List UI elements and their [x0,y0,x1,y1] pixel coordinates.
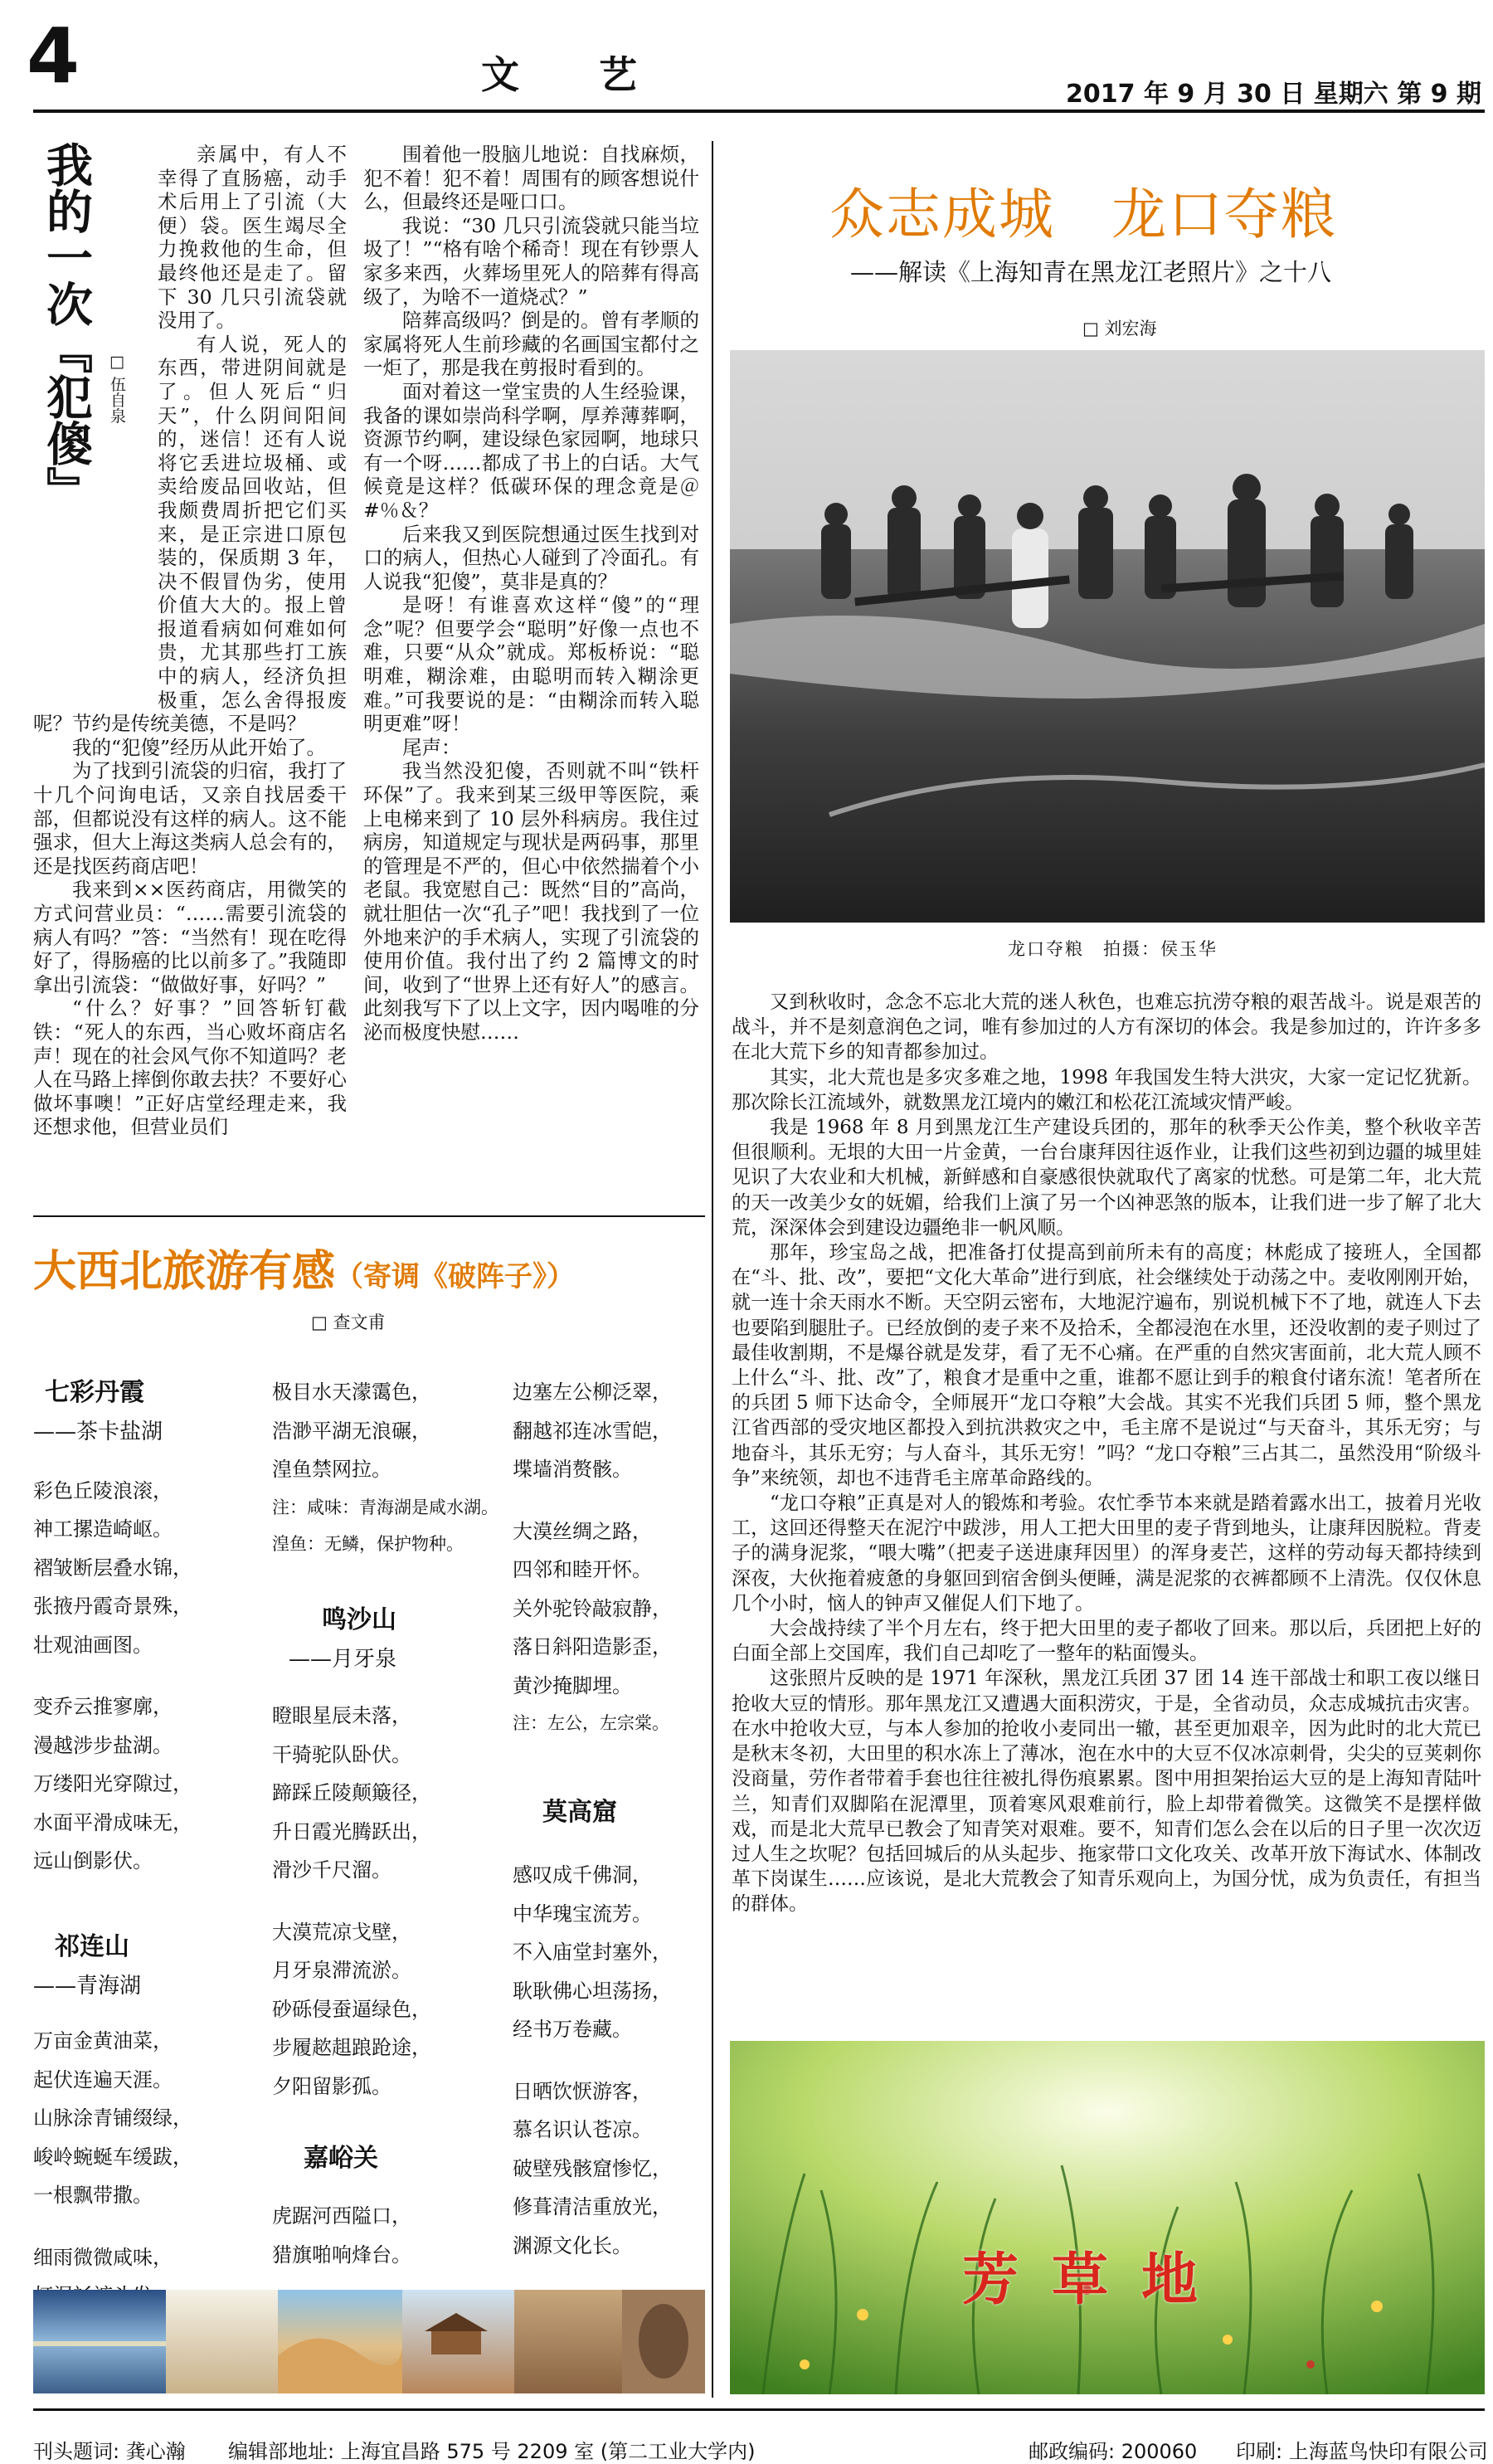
poem-line: 夕阳留影孤。 [272,2074,391,2098]
poem-stanza [272,1373,500,1489]
article3-subtitle: ——解读《上海知青在黑龙江老照片》之十八 [850,258,1332,286]
article3-author: □ 刘宏海 [1082,319,1157,338]
paragraph: 我说：“30 几只引流袋就只能当垃圾了！”“格有啥个稀奇！现在有钞票人家多来西，火葬场里死人的陪葬有得高级了，为啥不一道烧忒？” [363,213,699,309]
section-title: 文 艺 [481,52,671,97]
poem-line: 张掖丹霞奇景殊， [33,1595,192,1618]
poem-line: 干骑驼队卧伏。 [272,1742,411,1766]
poem-title: 鸣沙山 [322,1605,396,1634]
paragraph: 大会战持续了半个月左右，终于把大田里的麦子都收了回来。那以后，兵团把上好的白面全部上交国库，我们自己却吃了一整年的粘面馒头。 [732,1618,1481,1665]
poem-line: 壮观油画图。 [33,1633,153,1657]
paragraph: 亲属中，有人不幸得了直肠癌，动手术后用上了引流（大便）袋。医生竭尽全力挽救他的生命，但最终他还是走了。留下 30 几只引流袋就没用了。 [158,143,347,333]
scenery-photo-strip [33,2290,705,2393]
poem-line: 湟鱼禁网拉。 [272,1458,391,1481]
poem-line: 砂砾侵蚕逼绿色， [272,1997,431,2021]
poem-line: 堞墙消赘骸。 [513,1458,632,1481]
poem-line: 极目水天濛霭色， [272,1381,431,1404]
salt-lake-photo [166,2290,278,2393]
fangcaodi-banner-image [730,2041,1485,2394]
poem-line: 月牙泉滞流淤。 [272,1959,411,1982]
poem-line: 一根飘带撒。 [33,2184,153,2207]
poem-stanza [513,2072,703,2266]
paragraph: 这张照片反映的是 1971 年深秋，黑龙江兵团 37 团 14 连干部战士和职工夜以继日抢收大豆的情形。那年黑龙江又遭遇大面积涝灾，于是，全省动员，众志成城抗击灾害。在水中抢收大豆，与本人参加的抢收小麦同出一辙，甚至更加艰辛，因为此时的北大荒已是秋末冬初，大田里的积水冻上了薄冰，泡在水中的大豆不仅冰凉刺骨，尖尖的豆荚刺你没商量，劳作者带着手套也往往被扎得伤痕累累。图中用担架抬运大豆的是上海知青陆叶兰，知青们双脚陷在泥潭里，顶着寒风艰难前行，脸上却带着微笑。这微笑不是摆样做戏，而是北大荒早已教会了知青笑对艰难。要不，知青们怎么会在以后的日子里一次次迈过人生之坎呢？包括回城后的从头起步、拖家带口文化攻关、改革开放下海试水、体制改革下岗谋生……应该说，是北大荒教会了知青乐观向上，为国分忧，成为负责任，有担当的群体。 [732,1668,1481,1916]
poem-line: 日晒饮恹游客， [513,2079,652,2103]
poem-line: 彩色丘陵浪滚， [33,1478,173,1502]
poem-stanza [513,1373,703,1489]
column-divider [712,141,713,2398]
poem-line: 大漠丝绸之路， [513,1519,652,1543]
poem-stanza [272,2197,500,2274]
poem-line: 中华瑰宝流芳。 [513,1902,652,1926]
title-float-spacer [33,143,158,712]
article3-title: 众志成城 龙口夺粮 [829,183,1337,246]
paragraph: 我当然没犯傻，否则就不叫“铁杆环保”了。我来到某三级甲等医院，乘上电梯来到了 10 层外科病房。我住过病房，知道规定与现状是两码事，那里的管理是不严的，但心中依然揣着个小老鼠。我宽慰自己：既然“目的”高尚，就壮胆估一次“孔子”吧！我找到了一位外地来沪的手术病人，实现了引流袋的使用价值。我付出了约 2 篇博文的时间，收到了“世界上还有好人”的感言。此刻我写下了以上文字，因内喝唯的分泌而极度快慰…… [363,759,699,1044]
article1-col1 [33,143,347,1139]
poem-stanza [33,1472,257,1665]
issue-date: 2017 年 9 月 30 日 星期六 第 9 期 [1066,80,1481,109]
poem-subtitle: ——茶卡盐湖 [33,1419,163,1444]
poem-line: 万亩金黄油菜， [33,2029,173,2053]
poem-line: 落日斜阳造影歪， [513,1635,672,1658]
poem-title: 祁连山 [55,1931,129,1961]
poem-stanza [33,1687,257,1881]
page-number: 4 [27,12,80,100]
mogao-photo [514,2290,622,2393]
poem-line: 不入庙堂封塞外， [513,1941,672,1964]
poem-line: 四邻和睦开怀。 [513,1558,652,1581]
paragraph: 是呀！有谁喜欢这样“傻”的“理念”呢？但要学会“聪明”好像一点也不难，只要“从众”就成。郑板桥说：“聪明难，糊涂难，由聪明而转入糊涂更难。”可我要说的是：“由糊涂而转入聪明更难”呀！ [363,593,699,736]
poem-stanza [513,1512,703,1706]
footer-calligraphy: 刊头题词: 龚心瀚 [33,2440,186,2463]
poem-stanza [33,2022,257,2215]
paragraph: 面对着这一堂宝贵的人生经验课，我备的课如崇尚科学啊，厚养薄葬啊，资源节约啊，建设绿色家园啊，地球只有一个呀……都成了书上的白话。大气候竟是这样？低碳环保的理念竟是＠#％＆？ [363,379,699,522]
poem-line: 峻岭蜿蜒车缓跋， [33,2145,192,2169]
footer-rule [33,2408,1485,2411]
poem-line: 漫越涉步盐湖。 [33,1733,173,1757]
paragraph: 我来到××医药商店，用微笑的方式问营业员：“……需要引流袋的病人有吗？”答：“当然有！现在吃得好了，得肠癌的比以前多了。”我随即拿出引流袋：“做做好事，好吗？” [33,878,347,996]
poem-title: 嘉峪关 [304,2144,378,2173]
article2-title-main: 大西北旅游有感 [33,1247,336,1297]
photo-caption: 龙口夺粮 拍摄：侯玉华 [1008,939,1218,959]
poem-note: 注：左公，左宗棠。 [513,1713,669,1733]
article3-body [732,990,1481,1917]
paragraph: 有人说，死人的东西，带进阴间就是了。但人死后“归天”，什么阴间阳间的，迷信！还有人说将它丢进垃圾桶、或卖给废品回收站，但我颇费周折把它们买来，是正宗进口原包装的，保质期 3 年，决不假冒伪劣，使用价值大大的。报上曾报道看病如何难如何贵，尤其那些打工族中的病人，经济负担极重，怎么舍得报废呢？节约是传统美德，不是吗？ [33,332,347,736]
poem-line: 虎踞河西隘口， [272,2204,411,2228]
poem-line: 大漠荒凉戈壁， [272,1920,411,1944]
poem-line: 瞪眼星辰未落， [272,1704,411,1727]
poem-title: 七彩丹霞 [45,1378,144,1407]
poem-line: 耿耿佛心坦荡扬， [513,1979,672,2003]
poem-stanza [272,1913,500,2106]
paragraph: 后来我又到医院想通过医生找到对口的病人，但热心人碰到了冷面孔。有人说我“犯傻”，莫非是真的？ [363,522,699,593]
poem-line: 步履趑趄踉跄途， [272,2036,431,2059]
article2-subtitle: （寄调《破阵子》） [335,1260,576,1293]
paragraph: 其实，北大荒也是多灾多难之地，1998 年我国发生特大洪灾，大家一定记忆犹新。那次除长江流域外，就数黑龙江境内的嫩江和松花江流域灾情严峻。 [732,1066,1481,1113]
poem-line: 褶皱断层叠水锦， [33,1556,192,1580]
poem-line: 蹄踩丘陵颠簸径， [272,1781,431,1804]
harvest-photo [730,350,1485,923]
poem-line: 滑沙千尺溜。 [272,1858,391,1882]
paragraph: 尾声： [402,735,461,759]
paragraph: 我是 1968 年 8 月到黑龙江生产建设兵团的，那年的秋季天公作美，整个秋收辛苦但很顺利。无垠的大田一片金黄，一台台康拜因往返作业，让我们这些初到边疆的城里娃见识了大农业和大机械，新鲜感和自豪感很快就取代了离家的忧愁。可是第二年，北大荒的天一改美少女的妩媚，给我们上演了另一个凶神恶煞的版本，让我们进一步了解了北大荒，深深体会到建设边疆绝非一帆风顺。 [732,1117,1481,1239]
poem-column-3 [513,1373,703,2265]
poem-line: 感叹成千佛洞， [513,1863,652,1887]
poem-line: 远山倒影伏。 [33,1849,153,1872]
poem-line: 起伏连遍天涯。 [33,2067,173,2091]
paragraph: 为了找到引流袋的归宿，我打了十几个问询电话，又亲自找居委干部，但都说没有这样的病人。这不能强求，但大上海这类病人总会有的，还是找医药商店吧！ [33,759,347,878]
poem-line: 变乔云推寥廓， [33,1695,173,1718]
poem-line: 经书万卷藏。 [513,2018,632,2041]
poem-line: 黄沙掩脚埋。 [513,1673,632,1697]
article1-title-text: 我的一次『犯傻』 [39,141,94,513]
poem-line: 神工摞造崎岖。 [33,1517,173,1541]
poem-stanza [272,1697,500,1890]
poem-note: 注：咸味：青海湖是咸水湖。 [272,1497,498,1517]
poem-line: 水面平滑成味无， [33,1810,192,1834]
article2-title [33,1236,575,1298]
poem-line: 修葺清洁重放光， [513,2195,672,2218]
article1-col2 [363,143,699,1045]
poem-line: 破壁残骸窟惨忆， [513,2156,672,2180]
poem-line: 翻越祁连冰雪皑， [513,1419,672,1443]
paragraph: 那年，珍宝岛之战，把准备打仗提高到前所未有的高度；林彪成了接班人，全国都在“斗、批、改”，要把“文化大革命”进行到底，社会继续处于动荡之中。麦收刚刚开始，就一连十余天雨水不断。天空阴云密布，大地泥泞遍布，别说机械下不了地，就连人下去也要陷到腿肚子。已经放倒的麦子来不及拾禾，全都浸泡在水里，还没收割的麦子则过了最佳收割期，不是爆谷就是发芽，看了无不心痛。在严重的自然灾害面前，北大荒人顾不上什么“斗、批、改”了，粮食才是重中之重，谁都不愿让到手的粮食付诸东流！笔者所在的兵团 5 师下达命令，全师展开“龙口夺粮”大会战。其实不光我们兵团 5 师，整个黑龙江省西部的受灾地区都投入到抗洪救灾之中，毛主席不是说过“与天奋斗，其乐无穷；与地奋斗，其乐无穷；与人奋斗，其乐无穷！”吗？“龙口夺粮”三占其二，虽然没用“阶级斗争”来统领，却也不违背毛主席革命路线的。 [732,1242,1481,1489]
poem-column-1 [33,1373,257,2315]
poem-line: 边塞左公柳泛翠， [513,1381,672,1404]
fangcaodi-label: 芳草地 [962,2247,1232,2313]
paragraph: “龙口夺粮”正真是对人的锻炼和考验。农忙季节本来就是踏着露水出工，披着月光收工，这回还得整天在泥泞中跋涉，用人工把大田里的麦子背到地头，让康拜因脱粒。背麦子的满身泥浆，“喂大嘴”（把麦子送进康拜因里）的浑身麦芒，这样的劳动每天都持续到深夜，大伙拖着疲惫的身躯回到宿舍倒头便睡，满是泥浆的衣裤都顾不上清洗。仅仅休息几个小时，恼人的钟声又催促人们下地了。 [732,1493,1481,1614]
header-rule [33,110,1485,113]
paragraph: 陪葬高级吗？倒是的。曾有孝顺的家属将死人生前珍藏的名画国宝都付之一炬了，那是我在剪报时看到的。 [363,309,699,380]
poem-title: 莫高窟 [542,1798,617,1827]
poem-subtitle: ——青海湖 [33,1973,142,1999]
article1-author: □ 伍自泉 [108,353,126,424]
poem-column-2 [272,1373,500,2274]
poem-line: 浩渺平湖无浪碾， [272,1419,431,1443]
footer-address: 编辑部地址: 上海宜昌路 575 号 2209 室 (第二工业大学内) [228,2440,756,2463]
section-rule [33,1215,705,1217]
paragraph: “什么？好事？”回答斩钉截铁：“死人的东西，当心败坏商店名声！现在的社会风气你不知道吗？老人在马路上摔倒你敢去扶？不要好心做坏事噢！”正好店堂经理走来，我还想求他，但营业员们 [33,996,347,1139]
poem-line: 山脉涂青铺缀绿， [33,2106,192,2130]
poem-line: 猎旗啪响烽台。 [272,2242,411,2267]
paragraph: 又到秋收时，念念不忘北大荒的迷人秋色，也难忘抗涝夺粮的艰苦战斗。说是艰苦的战斗，并不是刻意润色之词，唯有参加过的人方有深切的体会。我是参加过的，许许多多在北大荒下乡的知青都参加过。 [732,991,1481,1064]
paragraph: 我的“犯傻”经历从此开始了。 [72,735,327,759]
paragraph: 围着他一股脑儿地说：自找麻烦，犯不着！犯不着！周围有的顾客想说什么，但最终还是哑口口。 [363,143,699,214]
poem-line: 升日霞光腾跃出， [272,1819,431,1843]
poem-line: 渊源文化长。 [513,2233,632,2257]
poem-line: 慕名识认苍凉。 [513,2118,652,2141]
poem-note: 湟鱼：无鳞，保护物种。 [272,1533,464,1554]
poem-stanza [513,1856,703,2049]
poem-subtitle: ——月牙泉 [289,1646,397,1672]
footer-printer: 印刷: 上海蓝鸟快印有限公司 [1236,2440,1488,2463]
footer-postcode: 邮政编码: 200060 [1029,2440,1198,2463]
article2-author: □ 查文甫 [311,1312,386,1332]
poem-line: 万缕阳光穿隙过， [33,1772,192,1795]
poem-line: 细雨微微咸味， [33,2245,173,2269]
poem-line: 关外驼铃敲寂静， [513,1596,672,1620]
